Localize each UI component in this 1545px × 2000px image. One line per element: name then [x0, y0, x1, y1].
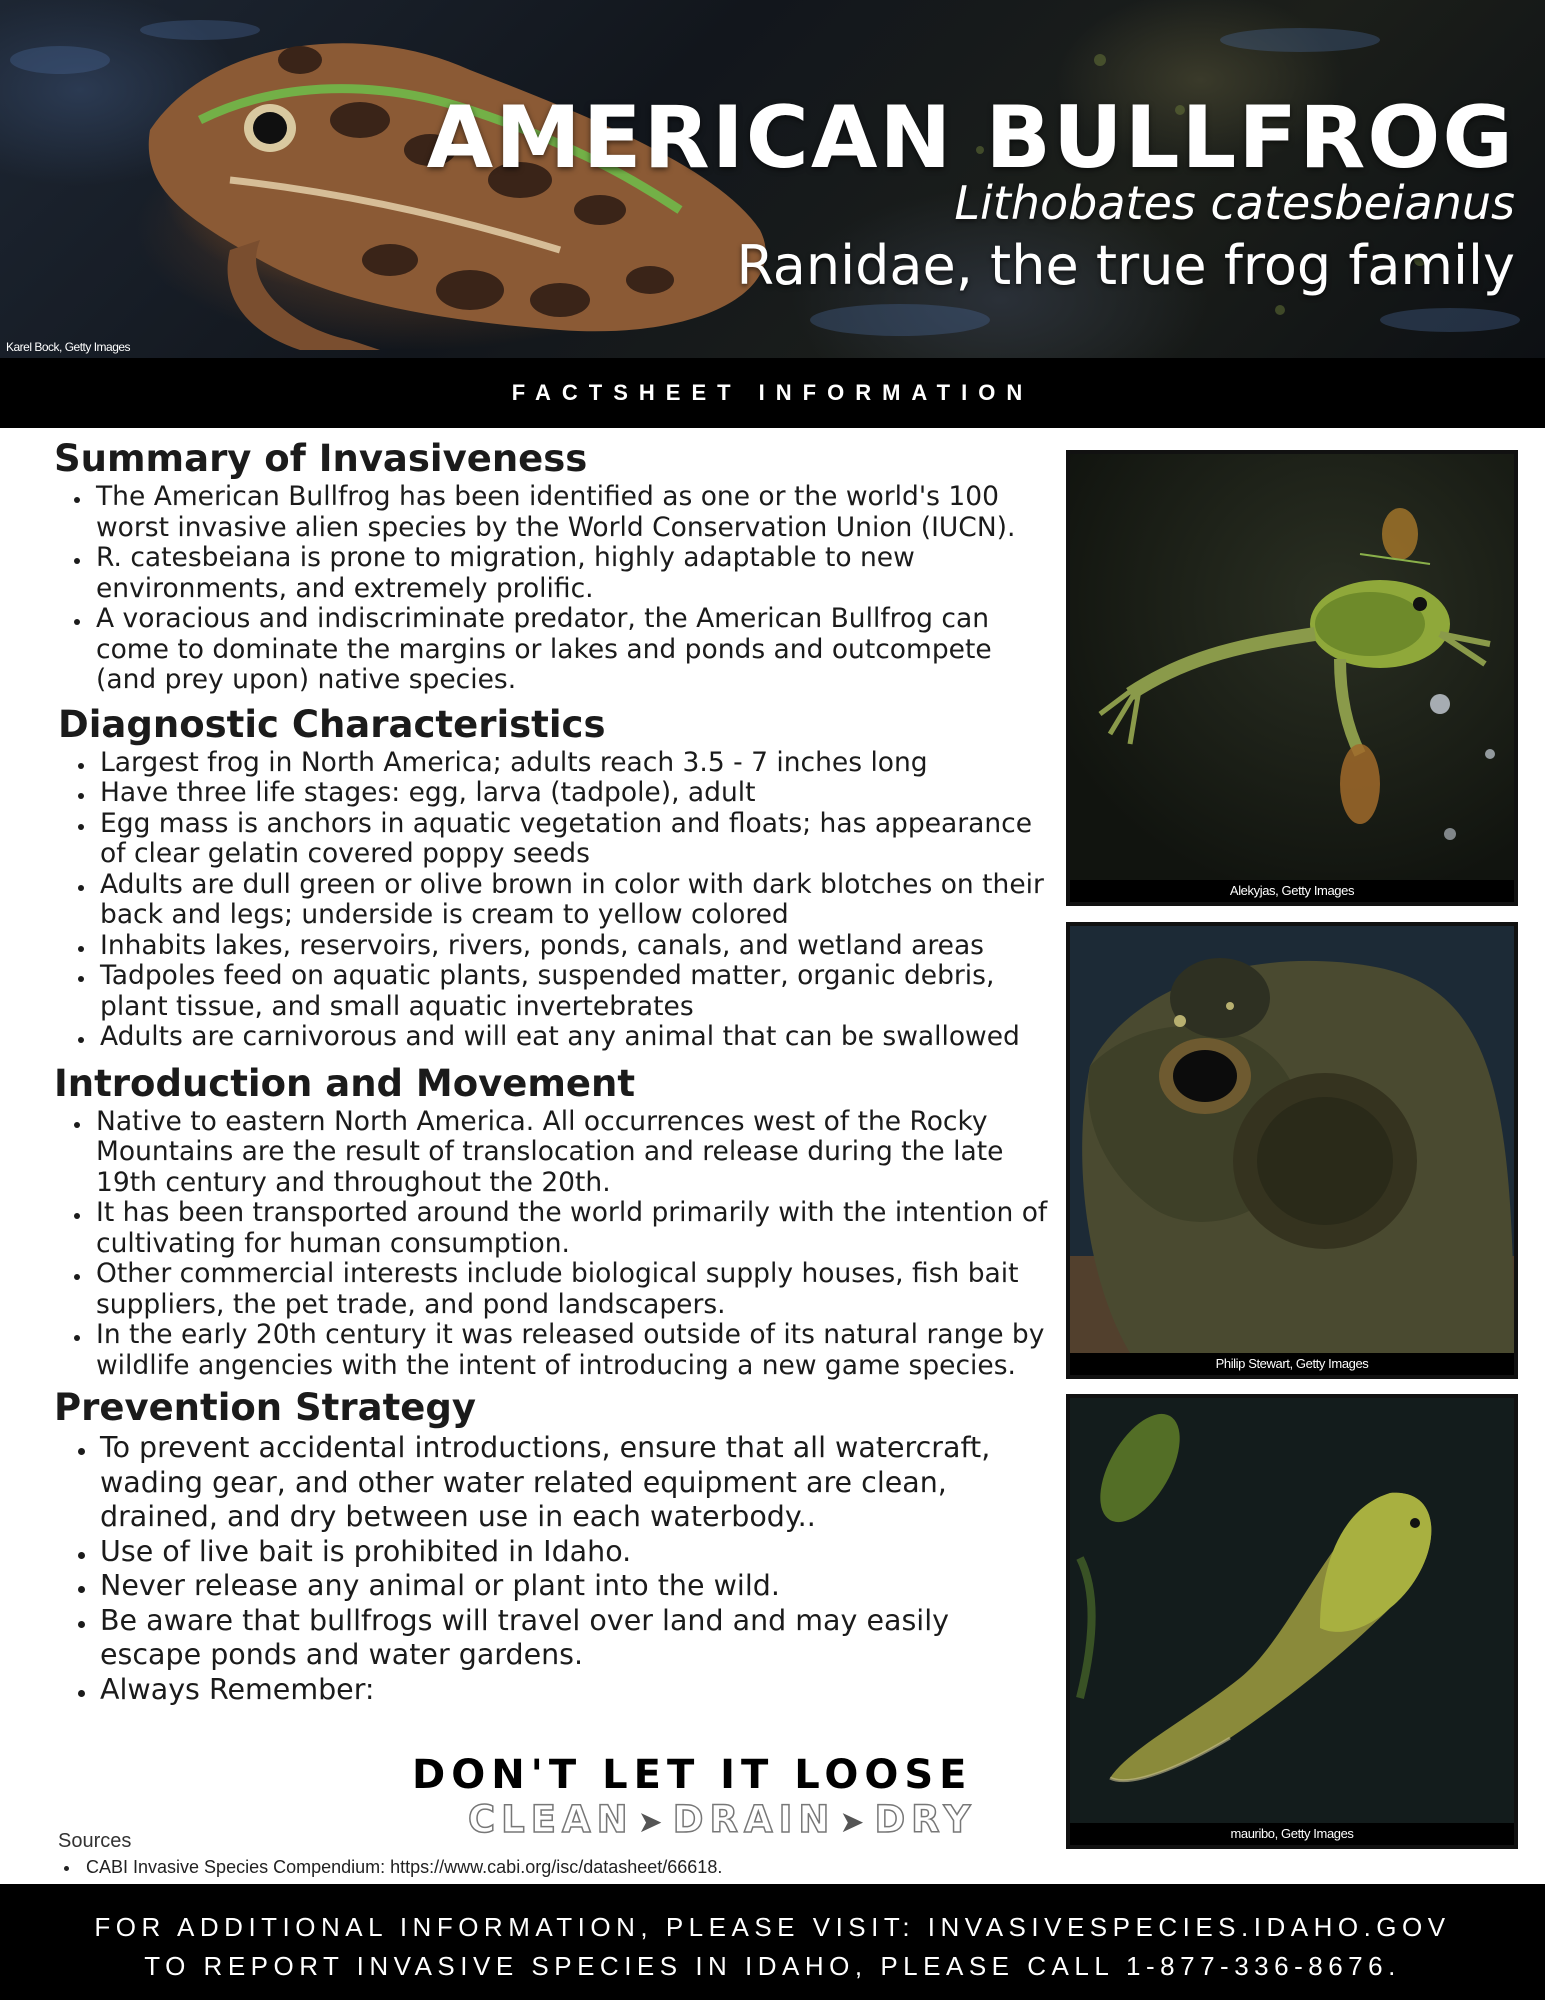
list-item: Adults are dull green or olive brown in color with dark blotches on their back and legs; underside is cream to yellow colored — [72, 870, 1054, 931]
list-item: Tadpoles feed on aquatic plants, suspended matter, organic debris, plant tissue, and small aquatic invertebrates — [72, 961, 1054, 1022]
page-title: AMERICAN BULLFROG — [426, 88, 1515, 188]
list-item: Largest frog in North America; adults reach 3.5 - 7 inches long — [72, 748, 1054, 779]
sources-label: Sources — [58, 1830, 132, 1852]
tadpole-image — [1070, 1398, 1514, 1823]
diagnostic-heading: Diagnostic Characteristics — [58, 702, 606, 746]
list-item: R. catesbeiana is prone to migration, highly adaptable to new environments, and extremely prolific. — [68, 543, 1054, 604]
arrow-icon: ➤ — [637, 1805, 669, 1840]
list-item: Other commercial interests include biological supply houses, fish bait suppliers, the pet trade, and pond landscapers. — [68, 1259, 1054, 1320]
footer-contact — [0, 1884, 1545, 2000]
list-item: To prevent accidental introductions, ensure that all watercraft, wading gear, and other water related equipment are clean, drained, and dry between use in each waterbody.. — [72, 1431, 1054, 1535]
banner-text: FACTSHEET INFORMATION — [511, 380, 1034, 405]
list-item: A voracious and indiscriminate predator, the American Bullfrog can come to dominate the margins or lakes and ponds and outcompete (and prey upon) native species. — [68, 604, 1054, 696]
list-item: Egg mass is anchors in aquatic vegetation and floats; has appearance of clear gelatin covered poppy seeds — [72, 809, 1054, 870]
list-item: Use of live bait is prohibited in Idaho. — [72, 1535, 1054, 1570]
list-item: Be aware that bullfrogs will travel over land and may easily escape ponds and water gardens. — [72, 1604, 1054, 1673]
prevention-list — [72, 1431, 1054, 1707]
slogan-clean: CLEAN — [468, 1798, 634, 1841]
hero-photo-credit: Karel Bock, Getty Images — [6, 340, 131, 354]
list-item: Inhabits lakes, reservoirs, rivers, ponds, canals, and wetland areas — [72, 931, 1054, 962]
list-item: Have three life stages: egg, larva (tadpole), adult — [72, 778, 1054, 809]
introduction-heading: Introduction and Movement — [54, 1061, 636, 1105]
adult-bullfrog-image — [1070, 454, 1514, 880]
photo-credit: Philip Stewart, Getty Images — [1070, 1353, 1514, 1375]
dont-let-it-loose-slogan: DON'T LET IT LOOSE — [412, 1752, 973, 1798]
slogan-dry: DRY — [874, 1798, 977, 1841]
diagnostic-list — [72, 748, 1054, 1053]
list-item: Never release any animal or plant into the wild. — [72, 1569, 1054, 1604]
photo-credit: Alekyjas, Getty Images — [1070, 880, 1514, 902]
footer-phone-line[interactable]: TO REPORT INVASIVE SPECIES IN IDAHO, PLEASE CALL 1-877-336-8676. — [144, 1951, 1401, 1981]
family-name: Ranidae, the true frog family — [736, 234, 1515, 297]
photo-adult-bullfrog — [1066, 450, 1518, 906]
factsheet-banner — [0, 358, 1545, 428]
list-item: Adults are carnivorous and will eat any animal that can be swallowed — [72, 1022, 1054, 1053]
bullfrog-closeup-image — [1070, 926, 1514, 1353]
source-link[interactable]: CABI Invasive Species Compendium: https://www.cabi.org/isc/datasheet/66618. — [62, 1857, 722, 1878]
list-item: Native to eastern North America. All occurrences west of the Rocky Mountains are the result of translocation and release during the late 19th century and throughout the 20th. — [68, 1107, 1054, 1199]
hero-banner-photo — [0, 0, 1545, 358]
arrow-icon: ➤ — [839, 1805, 871, 1840]
summary-heading: Summary of Invasiveness — [54, 437, 588, 480]
photo-credit: mauribo, Getty Images — [1070, 1823, 1514, 1845]
main-content — [54, 436, 1054, 1707]
list-item: It has been transported around the world primarily with the intention of cultivating for human consumption. — [68, 1198, 1054, 1259]
summary-list — [68, 482, 1054, 696]
slogan-drain: DRAIN — [672, 1798, 836, 1841]
scientific-name: Lithobates catesbeianus — [954, 176, 1515, 230]
photo-tadpole — [1066, 1394, 1518, 1849]
clean-drain-dry-slogan — [468, 1798, 976, 1841]
list-item: The American Bullfrog has been identified as one or the world's 100 worst invasive alien species by the World Conservation Union (IUCN). — [68, 482, 1054, 543]
list-item: Always Remember: — [72, 1673, 1054, 1708]
footer-website-line[interactable]: FOR ADDITIONAL INFORMATION, PLEASE VISIT: INVASIVESPECIES.IDAHO.GOV — [94, 1912, 1451, 1942]
prevention-heading: Prevention Strategy — [54, 1386, 476, 1429]
photo-bullfrog-closeup — [1066, 922, 1518, 1379]
introduction-list — [68, 1107, 1054, 1382]
list-item: In the early 20th century it was released outside of its natural range by wildlife angencies with the intent of introducing a new game species. — [68, 1320, 1054, 1381]
